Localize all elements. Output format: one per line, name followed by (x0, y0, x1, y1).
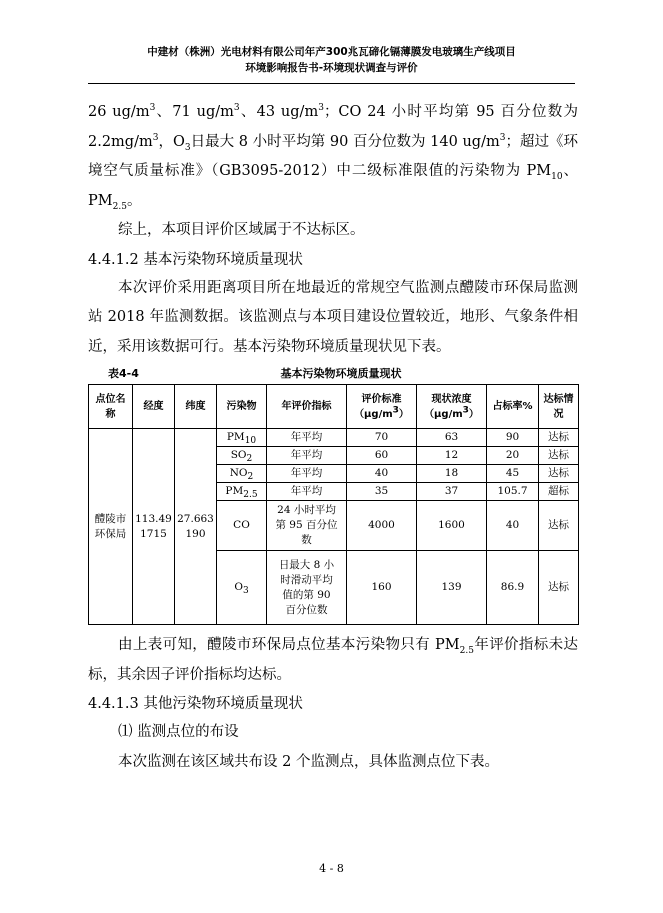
document-body (88, 98, 578, 777)
table-title: 基本污染物环境质量现状 (280, 367, 402, 380)
header-divider (88, 83, 575, 84)
cell-concentration: 139 (417, 551, 487, 625)
header-concentration: 现状浓度$(\mu g/m^3)$ (417, 385, 487, 429)
cell-standard: 4000 (347, 501, 417, 551)
cell-station: 醴陵市环保局 (89, 429, 133, 625)
paragraph-conclusion: 综上，本项目评价区域属于不达标区。 (118, 222, 365, 238)
list-item-monitoring-points: ⑴ 监测点位的布设 (118, 724, 239, 740)
cell-status: 达标 (539, 501, 579, 551)
cell-indicator: 日最大 8 小时滑动平均值的第 90 百分位数 (267, 551, 347, 625)
cell-ratio: 40 (487, 501, 539, 551)
paragraph-table-conclusion: 由上表可知，醴陵市环保局点位基本污染物只有 $PM_{2.5}$年评价指标未达标，其余因子评价指标均达标。 (88, 637, 578, 683)
section-heading-4-4-1-2: 4.4.1.2 基本污染物环境质量现状 (88, 251, 303, 268)
cell-indicator: 24 小时平均第 95 百分位数 (267, 501, 347, 551)
cell-longitude: 113.491715 (133, 429, 175, 625)
header-longitude: 经度 (133, 385, 175, 429)
cell-standard: 35 (347, 483, 417, 501)
cell-concentration: 37 (417, 483, 487, 501)
page-number: 4 - 8 (319, 862, 344, 875)
header-indicator: 年评价指标 (267, 385, 347, 429)
cell-indicator: 年平均 (267, 429, 347, 447)
paragraph-monitoring-layout: 本次监测在该区域共布设 2 个监测点，具体监测点位下表。 (118, 753, 499, 770)
paragraph-air-quality-summary: 26 $ug/m^3$、71 $ug/m^3$、43 $ug/m^3$；CO 24 小时平均第 95 百分位数为 $2.2mg/m^3$，$O_3$日最大 8 小时平均第 90 百分位数为 140 $ug/m^3$；超过《环境空气质量标准》（GB3095-2012）中二级标准限值的污染物为 $PM_{10}$、$PM_{2.5}$。 (88, 103, 578, 212)
cell-pollutant: CO (217, 501, 267, 551)
cell-standard: 60 (347, 447, 417, 465)
cell-indicator: 年平均 (267, 447, 347, 465)
cell-concentration: 18 (417, 465, 487, 483)
cell-standard: 160 (347, 551, 417, 625)
table-header-row (89, 385, 579, 429)
header-project-title: 中建材（株洲）光电材料有限公司年产300兆瓦碲化镉薄膜发电玻璃生产线项目 (147, 46, 516, 58)
cell-status: 超标 (539, 483, 579, 501)
header-status: 达标情况 (539, 385, 579, 429)
header-pollutant: 污染物 (217, 385, 267, 429)
cell-pollutant: $O_3$ (217, 551, 267, 625)
cell-ratio: 20 (487, 447, 539, 465)
section-heading-4-4-1-3: 4.4.1.3 其他污染物环境质量现状 (88, 696, 303, 712)
page-header (0, 44, 663, 76)
cell-status: 达标 (539, 551, 579, 625)
header-standard: 评价标准$(\mu g/m^3)$ (347, 385, 417, 429)
table-row (89, 429, 579, 447)
cell-indicator: 年平均 (267, 465, 347, 483)
cell-status: 达标 (539, 447, 579, 465)
table-caption (88, 362, 578, 384)
cell-concentration: 1600 (417, 501, 487, 551)
cell-pollutant: $PM_{10}$ (217, 429, 267, 447)
cell-concentration: 12 (417, 447, 487, 465)
cell-status: 达标 (539, 465, 579, 483)
table-number: 表4-4 (108, 367, 139, 380)
header-ratio: 占标率% (487, 385, 539, 429)
cell-standard: 70 (347, 429, 417, 447)
cell-indicator: 年平均 (267, 483, 347, 501)
cell-ratio: 45 (487, 465, 539, 483)
cell-ratio: 90 (487, 429, 539, 447)
pollutant-quality-table (88, 384, 579, 625)
cell-latitude: 27.663190 (175, 429, 217, 625)
header-section-title: 环境影响报告书-环境现状调查与评价 (245, 62, 418, 74)
cell-pollutant: $PM_{2.5}$ (217, 483, 267, 501)
header-station: 点位名称 (89, 385, 133, 429)
cell-pollutant: $NO_2$ (217, 465, 267, 483)
cell-status: 达标 (539, 429, 579, 447)
cell-ratio: 86.9 (487, 551, 539, 625)
cell-ratio: 105.7 (487, 483, 539, 501)
cell-standard: 40 (347, 465, 417, 483)
header-latitude: 纬度 (175, 385, 217, 429)
cell-pollutant: $SO_2$ (217, 447, 267, 465)
paragraph-monitoring-source: 本次评价采用距离项目所在地最近的常规空气监测点醴陵市环保局监测站 2018 年监测数据。该监测点与本项目建设位置较近，地形、气象条件相近，采用该数据可行。基本污染物环境质量现状见下表。 (88, 279, 578, 355)
cell-concentration: 63 (417, 429, 487, 447)
